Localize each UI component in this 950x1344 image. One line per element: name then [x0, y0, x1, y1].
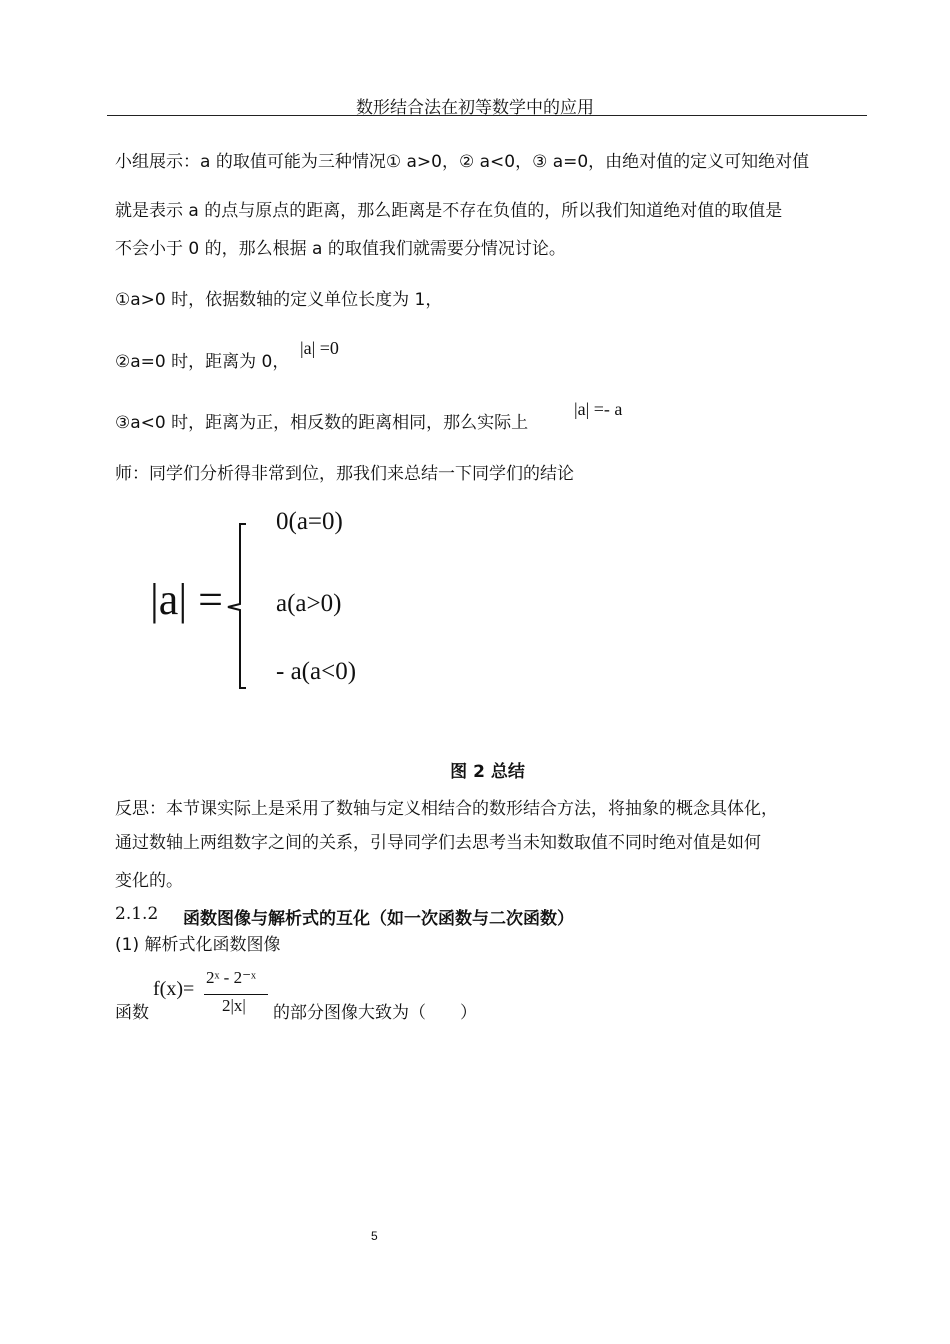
- page-header-title: 数形结合法在初等数学中的应用: [356, 98, 594, 118]
- case-positive-line: ①a>0 时，依据数轴的定义单位长度为 1，: [115, 290, 443, 310]
- summary-lhs: |a| =: [150, 575, 223, 624]
- teacher-line: 师：同学们分析得非常到位，那我们来总结一下同学们的结论: [115, 464, 574, 484]
- summary-case-negative: - a(a<0): [276, 658, 357, 685]
- case-negative-line: ③a<0 时，距离为正，相反数的距离相同，那么实际上: [115, 413, 529, 433]
- reflection-line: 通过数轴上两组数字之间的关系，引导同学们去思考当未知数取值不同时绝对值是如何: [115, 833, 761, 853]
- reflection-line: 反思：本节课实际上是采用了数轴与定义相结合的数形结合方法，将抽象的概念具体化，: [115, 799, 778, 819]
- question-suffix: 的部分图像大致为（ ）: [273, 1003, 477, 1023]
- summary-brace-icon: [226, 521, 250, 691]
- paragraph-line: 就是表示 a 的点与原点的距离，那么距离是不存在负值的，所以我们知道绝对值的取值是: [115, 201, 783, 221]
- case-zero-line: ②a=0 时，距离为 0，: [115, 352, 290, 372]
- figure-caption: 图 2 总结: [450, 762, 525, 782]
- subsection-title: (1) 解析式化函数图像: [115, 935, 281, 955]
- case-negative-formula: |a| =- a: [574, 399, 623, 419]
- summary-case-positive: a(a>0): [276, 590, 342, 617]
- section-title: 函数图像与解析式的互化（如一次函数与二次函数）: [183, 909, 574, 929]
- reflection-line: 变化的。: [115, 871, 183, 891]
- fraction-bar: [204, 994, 268, 995]
- page-number: 5: [371, 1229, 378, 1243]
- function-lhs: f(x)=: [153, 978, 195, 1000]
- header-divider: [107, 115, 867, 116]
- section-number: 2.1.2: [115, 904, 159, 924]
- fraction-numerator: 2ˣ - 2⁻ˣ: [206, 968, 256, 987]
- summary-case-zero: 0(a=0): [276, 508, 343, 535]
- question-prefix: 函数: [115, 1003, 149, 1023]
- fraction-denominator: 2|x|: [222, 996, 246, 1015]
- case-zero-formula: |a| =0: [300, 338, 339, 358]
- paragraph-line: 不会小于 0 的，那么根据 a 的取值我们就需要分情况讨论。: [115, 239, 566, 259]
- paragraph-line: 小组展示：a 的取值可能为三种情况① a>0，② a<0，③ a=0，由绝对值的定义可知绝对值: [115, 152, 810, 172]
